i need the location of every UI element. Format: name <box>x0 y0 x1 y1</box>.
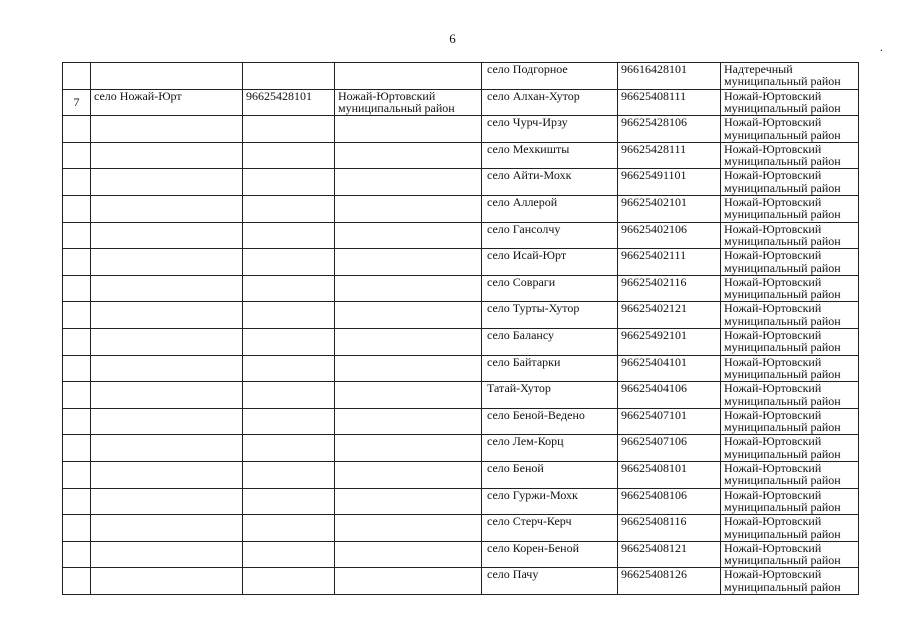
row-number-cell <box>63 169 91 196</box>
locality-district-cell: Ножай-Юртовский муниципальный район <box>721 515 859 542</box>
table-row <box>63 89 859 116</box>
table-row <box>63 461 859 488</box>
locality-district-cell: Ножай-Юртовский муниципальный район <box>721 169 859 196</box>
district-cell <box>335 169 482 196</box>
locality-district-cell: Ножай-Юртовский муниципальный район <box>721 488 859 515</box>
settlement-cell <box>91 488 243 515</box>
locality-cell: село Алхан-Хутор <box>482 89 618 116</box>
district-cell <box>335 195 482 222</box>
oktmo-code-cell <box>243 169 335 196</box>
table-row <box>63 275 859 302</box>
table-row <box>63 515 859 542</box>
locality-oktmo-cell: 96625408126 <box>618 568 721 595</box>
row-number-cell <box>63 355 91 382</box>
locality-cell: село Лем-Корц <box>482 435 618 462</box>
table-row <box>63 488 859 515</box>
settlement-cell <box>91 116 243 143</box>
locality-oktmo-cell: 96625402121 <box>618 302 721 329</box>
settlement-cell <box>91 328 243 355</box>
row-number-cell <box>63 63 91 90</box>
locality-cell: село Чурч-Ирзу <box>482 116 618 143</box>
locality-cell: село Пачу <box>482 568 618 595</box>
locality-cell: село Гуржи-Мохк <box>482 488 618 515</box>
locality-cell: село Гансолчу <box>482 222 618 249</box>
locality-district-cell: Ножай-Юртовский муниципальный район <box>721 382 859 409</box>
oktmo-code-cell <box>243 541 335 568</box>
locality-district-cell: Ножай-Юртовский муниципальный район <box>721 89 859 116</box>
locality-district-cell: Надтеречный муниципальный район <box>721 63 859 90</box>
settlement-cell <box>91 195 243 222</box>
settlement-cell <box>91 142 243 169</box>
locality-oktmo-cell: 96625491101 <box>618 169 721 196</box>
table-row <box>63 142 859 169</box>
settlement-cell <box>91 63 243 90</box>
settlement-cell <box>91 222 243 249</box>
oktmo-code-cell <box>243 488 335 515</box>
row-number-cell <box>63 408 91 435</box>
oktmo-code-cell: 96625428101 <box>243 89 335 116</box>
row-number-cell <box>63 461 91 488</box>
table-row <box>63 541 859 568</box>
locality-district-cell: Ножай-Юртовский муниципальный район <box>721 249 859 276</box>
locality-oktmo-cell: 96625408116 <box>618 515 721 542</box>
locality-oktmo-cell: 96625408121 <box>618 541 721 568</box>
locality-district-cell: Ножай-Юртовский муниципальный район <box>721 275 859 302</box>
district-cell <box>335 461 482 488</box>
settlement-cell <box>91 382 243 409</box>
district-cell <box>335 488 482 515</box>
locality-cell: село Айти-Мохк <box>482 169 618 196</box>
row-number-cell <box>63 328 91 355</box>
settlement-cell <box>91 568 243 595</box>
locality-oktmo-cell: 96616428101 <box>618 63 721 90</box>
row-number-cell <box>63 249 91 276</box>
locality-district-cell: Ножай-Юртовский муниципальный район <box>721 328 859 355</box>
settlement-cell <box>91 541 243 568</box>
oktmo-code-cell <box>243 195 335 222</box>
oktmo-code-cell <box>243 515 335 542</box>
district-cell <box>335 355 482 382</box>
district-cell <box>335 63 482 90</box>
oktmo-code-cell <box>243 63 335 90</box>
locality-cell: село Байтарки <box>482 355 618 382</box>
row-number-cell <box>63 222 91 249</box>
locality-cell: село Стерч-Керч <box>482 515 618 542</box>
oktmo-code-cell <box>243 435 335 462</box>
oktmo-code-cell <box>243 142 335 169</box>
table-row <box>63 222 859 249</box>
district-cell <box>335 541 482 568</box>
oktmo-code-cell <box>243 461 335 488</box>
settlement-cell <box>91 275 243 302</box>
settlement-cell <box>91 408 243 435</box>
row-number-cell <box>63 116 91 143</box>
oktmo-code-cell <box>243 568 335 595</box>
settlement-cell <box>91 302 243 329</box>
locality-district-cell: Ножай-Юртовский муниципальный район <box>721 222 859 249</box>
district-cell <box>335 275 482 302</box>
district-cell <box>335 515 482 542</box>
settlement-cell: село Ножай-Юрт <box>91 89 243 116</box>
page-number: 6 <box>449 31 456 46</box>
table-row <box>63 435 859 462</box>
locality-district-cell: Ножай-Юртовский муниципальный район <box>721 568 859 595</box>
row-number-cell <box>63 275 91 302</box>
district-cell <box>335 408 482 435</box>
locality-oktmo-cell: 96625407101 <box>618 408 721 435</box>
row-number-cell <box>63 515 91 542</box>
locality-cell: село Аллерой <box>482 195 618 222</box>
locality-cell: село Мехкишты <box>482 142 618 169</box>
locality-oktmo-cell: 96625402101 <box>618 195 721 222</box>
locality-oktmo-cell: 96625402106 <box>618 222 721 249</box>
oktmo-code-cell <box>243 408 335 435</box>
settlements-table <box>62 62 859 595</box>
table-row <box>63 408 859 435</box>
row-number-cell <box>63 382 91 409</box>
locality-district-cell: Ножай-Юртовский муниципальный район <box>721 461 859 488</box>
district-cell <box>335 222 482 249</box>
district-cell <box>335 382 482 409</box>
table-body <box>63 63 859 595</box>
district-cell <box>335 302 482 329</box>
locality-cell: село Беной <box>482 461 618 488</box>
row-number-cell <box>63 195 91 222</box>
locality-district-cell: Ножай-Юртовский муниципальный район <box>721 142 859 169</box>
district-cell: Ножай-Юртовский муниципальный район <box>335 89 482 116</box>
locality-oktmo-cell: 96625408111 <box>618 89 721 116</box>
locality-cell: село Исай-Юрт <box>482 249 618 276</box>
district-cell <box>335 142 482 169</box>
locality-oktmo-cell: 96625428106 <box>618 116 721 143</box>
locality-cell: село Балансу <box>482 328 618 355</box>
settlement-cell <box>91 461 243 488</box>
locality-oktmo-cell: 96625404106 <box>618 382 721 409</box>
locality-oktmo-cell: 96625408106 <box>618 488 721 515</box>
row-number-cell <box>63 142 91 169</box>
locality-oktmo-cell: 96625408101 <box>618 461 721 488</box>
district-cell <box>335 328 482 355</box>
table-row <box>63 169 859 196</box>
table-row <box>63 302 859 329</box>
locality-oktmo-cell: 96625404101 <box>618 355 721 382</box>
oktmo-code-cell <box>243 275 335 302</box>
locality-cell: село Подгорное <box>482 63 618 90</box>
table-row <box>63 249 859 276</box>
row-number-cell <box>63 302 91 329</box>
oktmo-code-cell <box>243 249 335 276</box>
locality-oktmo-cell: 96625402111 <box>618 249 721 276</box>
locality-cell: село Турты-Хутор <box>482 302 618 329</box>
locality-cell: село Беной-Ведено <box>482 408 618 435</box>
row-number-cell <box>63 541 91 568</box>
table-row <box>63 116 859 143</box>
row-number-cell <box>63 435 91 462</box>
district-cell <box>335 435 482 462</box>
settlement-cell <box>91 515 243 542</box>
oktmo-code-cell <box>243 116 335 143</box>
locality-district-cell: Ножай-Юртовский муниципальный район <box>721 355 859 382</box>
oktmo-code-cell <box>243 382 335 409</box>
table-row <box>63 63 859 90</box>
settlement-cell <box>91 435 243 462</box>
settlement-cell <box>91 169 243 196</box>
oktmo-code-cell <box>243 222 335 249</box>
district-cell <box>335 249 482 276</box>
table-row <box>63 382 859 409</box>
locality-oktmo-cell: 96625407106 <box>618 435 721 462</box>
row-number-cell: 7 <box>63 89 91 116</box>
locality-district-cell: Ножай-Юртовский муниципальный район <box>721 302 859 329</box>
row-number-cell <box>63 488 91 515</box>
locality-oktmo-cell: 96625428111 <box>618 142 721 169</box>
locality-district-cell: Ножай-Юртовский муниципальный район <box>721 408 859 435</box>
oktmo-code-cell <box>243 355 335 382</box>
settlement-cell <box>91 249 243 276</box>
table-row <box>63 195 859 222</box>
district-cell <box>335 568 482 595</box>
locality-district-cell: Ножай-Юртовский муниципальный район <box>721 116 859 143</box>
table-row <box>63 328 859 355</box>
table-row <box>63 355 859 382</box>
locality-district-cell: Ножай-Юртовский муниципальный район <box>721 541 859 568</box>
settlement-cell <box>91 355 243 382</box>
locality-cell: Татай-Хутор <box>482 382 618 409</box>
oktmo-code-cell <box>243 328 335 355</box>
locality-oktmo-cell: 96625402116 <box>618 275 721 302</box>
row-number-cell <box>63 568 91 595</box>
corner-mark: . <box>880 42 883 54</box>
oktmo-code-cell <box>243 302 335 329</box>
locality-district-cell: Ножай-Юртовский муниципальный район <box>721 435 859 462</box>
locality-cell: село Совраги <box>482 275 618 302</box>
district-cell <box>335 116 482 143</box>
locality-cell: село Корен-Беной <box>482 541 618 568</box>
locality-oktmo-cell: 96625492101 <box>618 328 721 355</box>
locality-district-cell: Ножай-Юртовский муниципальный район <box>721 195 859 222</box>
table-row <box>63 568 859 595</box>
